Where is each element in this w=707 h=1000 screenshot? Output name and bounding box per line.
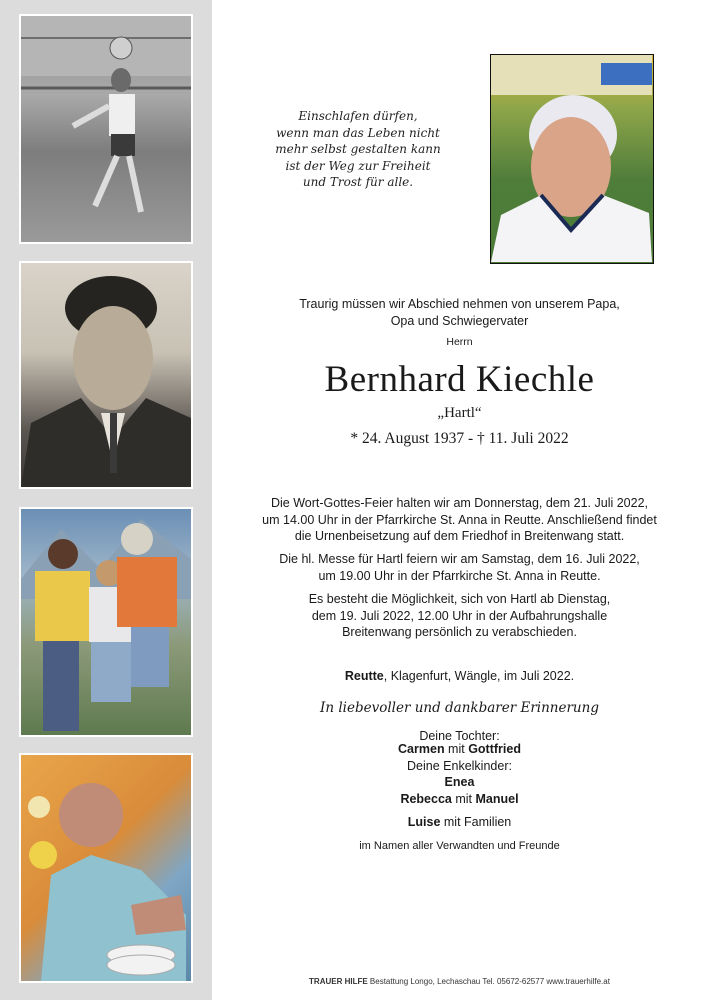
grandchild-partner-name: Manuel (475, 792, 519, 806)
connector: mit (444, 742, 469, 756)
place-name: Reutte (344, 669, 384, 683)
poem-line: Einschlafen dürfen, (298, 109, 418, 123)
grandchild-name: Enea (444, 775, 475, 789)
photo-sidebar (0, 0, 212, 1000)
life-dates: * 24. August 1937 - † 11. Juli 2022 (350, 430, 569, 447)
daughter-partner-name: Gottfried (468, 742, 521, 756)
place-rest: , Klagenfurt, Wängle, im Juli 2022. (383, 669, 575, 683)
intro-line: Traurig müssen wir Abschied nehmen von unserem Papa, (299, 297, 620, 311)
poem-line: wenn man das Leben nicht (276, 125, 440, 140)
footer (212, 977, 707, 986)
grandchild-name: Rebecca (400, 792, 452, 806)
footer-brand: TRAUER HILFE (309, 977, 368, 986)
paragraph-line: um 19.00 Uhr in der Pfarrkirche St. Anna in Reutte. (318, 568, 601, 583)
grandchildren-label: Deine Enkelkinder: (407, 759, 512, 773)
memory-line: In liebevoller und dankbarer Erinnerung (320, 700, 599, 716)
daughter-name: Carmen (398, 742, 445, 756)
salutation: Herrn (446, 336, 473, 348)
photo-football-player (19, 14, 193, 244)
mass-paragraph (212, 551, 707, 584)
signoff: im Namen aller Verwandten und Freunde (359, 840, 560, 852)
connector: mit (451, 792, 476, 806)
poem-line: und Trost für alle. (302, 175, 414, 189)
photo-young-man (19, 261, 193, 489)
daughter-label: Deine Tochter: (419, 729, 500, 743)
deceased-name: Bernhard Kiechle (324, 359, 595, 400)
grandchild-line (212, 774, 707, 791)
paragraph-line: um 14.00 Uhr in der Pfarrkirche St. Anna in Reutte. Anschließend findet (262, 512, 657, 527)
photo-family-group (19, 507, 193, 737)
grandchild-rest: mit Familien (440, 815, 512, 829)
photo-elderly-man-seated (19, 753, 193, 983)
intro-text (212, 296, 707, 330)
paragraph-line: Es besteht die Möglichkeit, sich von Hartl ab Dienstag, (308, 592, 611, 606)
intro-line: Opa und Schwiegervater (390, 314, 529, 328)
funeral-service-paragraph (212, 495, 707, 545)
paragraph-line: Die hl. Messe für Hartl feiern wir am Samstag, dem 16. Juli 2022, (279, 552, 640, 566)
paragraph-line: Die Wort-Gottes-Feier halten wir am Donnerstag, dem 21. Juli 2022, (270, 496, 648, 510)
grandchild-line (212, 791, 707, 808)
memorial-poem (250, 108, 466, 191)
portrait-photo (490, 54, 654, 264)
grandchild-line (212, 814, 707, 831)
paragraph-line: Breitenwang persönlich zu verabschieden. (342, 625, 577, 639)
poem-line: ist der Weg zur Freiheit (285, 158, 431, 173)
poem-line: mehr selbst gestalten kann (275, 142, 441, 156)
farewell-paragraph (212, 591, 707, 641)
paragraph-line: die Urnenbeisetzung auf dem Friedhof in Breitenwang statt. (294, 529, 625, 543)
grandchild-name: Luise (407, 815, 441, 829)
place-date (212, 669, 707, 683)
paragraph-line: dem 19. Juli 2022, 12.00 Uhr in der Aufbahrungshalle (311, 608, 608, 623)
footer-contact: Bestattung Longo, Lechaschau Tel. 05672-62577 www.trauerhilfe.at (367, 977, 610, 986)
deceased-nickname: „Hartl“ (437, 405, 482, 421)
daughter-line (212, 741, 707, 758)
